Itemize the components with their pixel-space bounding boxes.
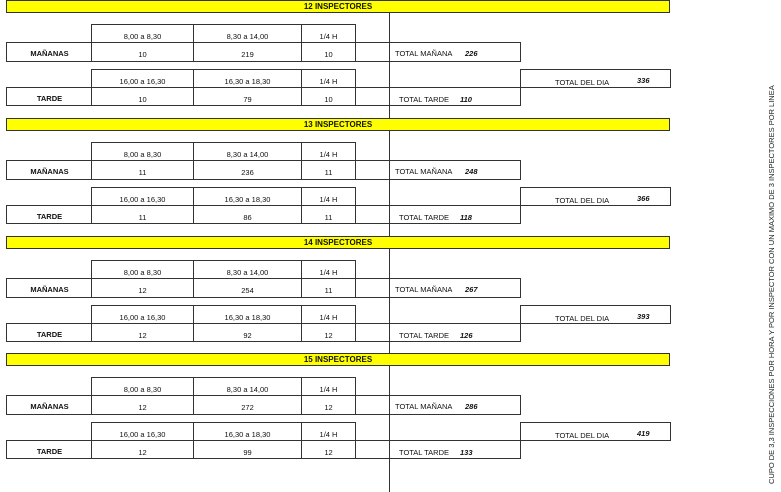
morning-total-box xyxy=(355,160,521,180)
afternoon-label: TARDE xyxy=(6,87,92,106)
morning-value-3: 10 xyxy=(301,42,356,62)
morning-time-header-3: 1/4 H xyxy=(301,260,356,279)
day-total-value: 419 xyxy=(637,429,650,438)
morning-value-1: 11 xyxy=(91,160,194,180)
morning-total-value: 286 xyxy=(465,402,478,411)
afternoon-time-header-1: 16,00 a 16,30 xyxy=(91,422,194,441)
morning-total-value: 226 xyxy=(465,49,478,58)
day-total-box xyxy=(520,422,671,441)
morning-value-1: 12 xyxy=(91,395,194,415)
morning-value-3: 11 xyxy=(301,278,356,298)
afternoon-value-3: 12 xyxy=(301,440,356,459)
afternoon-value-3: 12 xyxy=(301,323,356,342)
afternoon-time-header-2: 16,30 a 18,30 xyxy=(193,187,302,206)
day-total-label: TOTAL DEL DIA xyxy=(555,196,610,205)
afternoon-total-label: TOTAL TARDE xyxy=(399,448,450,457)
afternoon-value-1: 12 xyxy=(91,323,194,342)
morning-time-header-3: 1/4 H xyxy=(301,142,356,161)
morning-value-2: 272 xyxy=(193,395,302,415)
afternoon-total-value: 133 xyxy=(460,448,473,457)
morning-label: MAÑANAS xyxy=(6,395,92,415)
section-banner: 14 INSPECTORES xyxy=(6,236,670,249)
afternoon-value-1: 11 xyxy=(91,205,194,224)
day-total-box xyxy=(520,305,671,324)
afternoon-total-box xyxy=(355,323,521,342)
day-total-label: TOTAL DEL DIA xyxy=(555,314,610,323)
afternoon-total-label: TOTAL TARDE xyxy=(399,331,450,340)
morning-value-1: 10 xyxy=(91,42,194,62)
afternoon-time-header-1: 16,00 a 16,30 xyxy=(91,187,194,206)
afternoon-total-box xyxy=(355,87,521,106)
morning-value-3: 11 xyxy=(301,160,356,180)
afternoon-time-header-2: 16,30 a 18,30 xyxy=(193,422,302,441)
afternoon-time-header-3: 1/4 H xyxy=(301,69,356,88)
morning-total-box xyxy=(355,42,521,62)
morning-label: MAÑANAS xyxy=(6,160,92,180)
afternoon-label: TARDE xyxy=(6,440,92,459)
afternoon-total-value: 126 xyxy=(460,331,473,340)
afternoon-total-box xyxy=(355,205,521,224)
afternoon-time-header-2: 16,30 a 18,30 xyxy=(193,305,302,324)
morning-time-header-1: 8,00 a 8,30 xyxy=(91,377,194,396)
morning-time-header-3: 1/4 H xyxy=(301,24,356,43)
morning-total-value: 267 xyxy=(465,285,478,294)
morning-total-label: TOTAL MAÑANA xyxy=(395,49,453,58)
afternoon-value-2: 92 xyxy=(193,323,302,342)
afternoon-value-1: 10 xyxy=(91,87,194,106)
day-total-box xyxy=(520,69,671,88)
morning-label: MAÑANAS xyxy=(6,42,92,62)
afternoon-time-header-3: 1/4 H xyxy=(301,422,356,441)
afternoon-time-header-1: 16,00 a 16,30 xyxy=(91,69,194,88)
morning-total-label: TOTAL MAÑANA xyxy=(395,167,453,176)
afternoon-value-1: 12 xyxy=(91,440,194,459)
morning-time-header-1: 8,00 a 8,30 xyxy=(91,260,194,279)
morning-time-header-2: 8,30 a 14,00 xyxy=(193,142,302,161)
morning-label: MAÑANAS xyxy=(6,278,92,298)
morning-total-label: TOTAL MAÑANA xyxy=(395,285,453,294)
morning-value-3: 12 xyxy=(301,395,356,415)
afternoon-value-2: 86 xyxy=(193,205,302,224)
morning-total-value: 248 xyxy=(465,167,478,176)
section-banner: 12 INSPECTORES xyxy=(6,0,670,13)
day-total-label: TOTAL DEL DIA xyxy=(555,78,610,87)
afternoon-time-header-1: 16,00 a 16,30 xyxy=(91,305,194,324)
afternoon-total-value: 118 xyxy=(460,213,472,222)
morning-time-header-2: 8,30 a 14,00 xyxy=(193,377,302,396)
morning-time-header-3: 1/4 H xyxy=(301,377,356,396)
morning-time-header-2: 8,30 a 14,00 xyxy=(193,260,302,279)
afternoon-value-2: 79 xyxy=(193,87,302,106)
afternoon-time-header-2: 16,30 a 18,30 xyxy=(193,69,302,88)
day-total-value: 336 xyxy=(637,76,650,85)
afternoon-value-3: 11 xyxy=(301,205,356,224)
afternoon-total-box xyxy=(355,440,521,459)
center-divider xyxy=(389,13,390,492)
morning-value-2: 236 xyxy=(193,160,302,180)
afternoon-total-value: 110 xyxy=(460,95,472,104)
afternoon-label: TARDE xyxy=(6,323,92,342)
side-note: CUPO DE 3,3 INSPECCIONES POR HORA Y POR INSPECTOR CON UN MAXIMO DE 3 INSPECTORES POR LINEA xyxy=(767,85,776,484)
afternoon-total-label: TOTAL TARDE xyxy=(399,95,450,104)
day-total-value: 366 xyxy=(637,194,650,203)
morning-time-header-2: 8,30 a 14,00 xyxy=(193,24,302,43)
afternoon-time-header-3: 1/4 H xyxy=(301,305,356,324)
afternoon-value-3: 10 xyxy=(301,87,356,106)
morning-time-header-1: 8,00 a 8,30 xyxy=(91,24,194,43)
day-total-box xyxy=(520,187,671,206)
morning-value-1: 12 xyxy=(91,278,194,298)
section-banner: 13 INSPECTORES xyxy=(6,118,670,131)
afternoon-time-header-3: 1/4 H xyxy=(301,187,356,206)
day-total-label: TOTAL DEL DIA xyxy=(555,431,610,440)
morning-total-box xyxy=(355,278,521,298)
morning-value-2: 219 xyxy=(193,42,302,62)
afternoon-value-2: 99 xyxy=(193,440,302,459)
morning-time-header-1: 8,00 a 8,30 xyxy=(91,142,194,161)
afternoon-total-label: TOTAL TARDE xyxy=(399,213,450,222)
section-banner: 15 INSPECTORES xyxy=(6,353,670,366)
morning-value-2: 254 xyxy=(193,278,302,298)
afternoon-label: TARDE xyxy=(6,205,92,224)
day-total-value: 393 xyxy=(637,312,650,321)
morning-total-label: TOTAL MAÑANA xyxy=(395,402,453,411)
morning-total-box xyxy=(355,395,521,415)
